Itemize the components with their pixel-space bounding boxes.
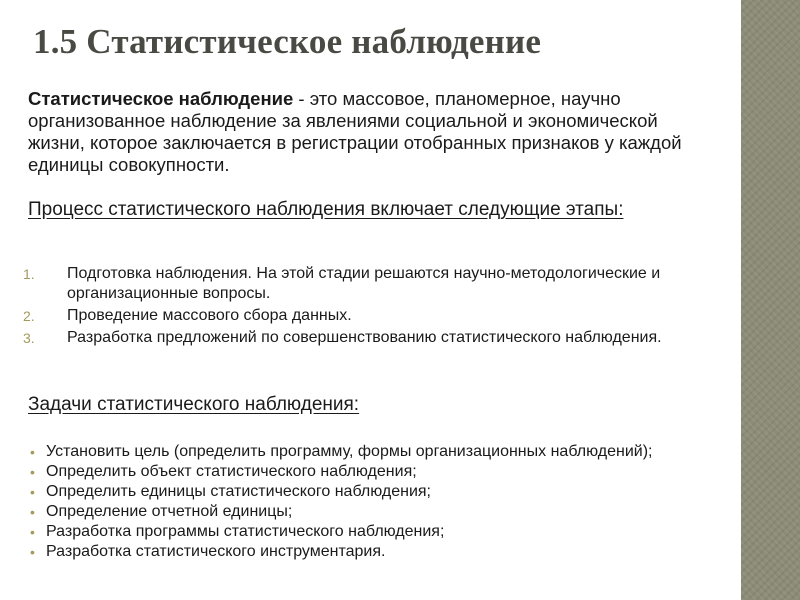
bullet-icon: • (30, 544, 35, 560)
bullet-icon: • (30, 524, 35, 540)
definition-term: Статистическое наблюдение (28, 88, 294, 109)
list-item-text: Проведение массового сбора данных. (67, 307, 352, 324)
list-item-text: Разработка программы статистического наблюдения; (46, 523, 445, 540)
bullet-icon: • (30, 484, 35, 500)
list-item (30, 542, 710, 562)
list-item (23, 264, 703, 304)
list-item (23, 328, 703, 348)
list-item (23, 306, 703, 326)
list-number: 1. (23, 266, 35, 282)
slide-title: 1.5 Статистическое наблюдение (33, 22, 542, 61)
list-item (30, 482, 710, 502)
list-number: 2. (23, 308, 35, 324)
process-stages-list (23, 264, 703, 350)
bullet-icon: • (30, 464, 35, 480)
process-heading: Процесс статистического наблюдения включает следующие этапы: (28, 199, 624, 220)
list-item-text: Определить единицы статистического наблюдения; (46, 483, 431, 500)
list-item-text: Разработка предложений по совершенствованию статистического наблюдения. (67, 329, 662, 346)
list-number: 3. (23, 330, 35, 346)
definition-text: - это массовое, планомерное, научно организованное наблюдение за явлениями социальной и экономической жизни, которое заключается в регистрации отобранных признаков у каждой единицы совокупности. (28, 88, 682, 175)
tasks-heading: Задачи статистического наблюдения: (28, 394, 360, 415)
bullet-icon: • (30, 444, 35, 460)
bullet-icon: • (30, 504, 35, 520)
list-item-text: Разработка статистического инструментария. (46, 543, 386, 560)
list-item-text: Определение отчетной единицы; (46, 503, 293, 520)
list-item (30, 522, 710, 542)
list-item-text: Определить объект статистического наблюдения; (46, 463, 417, 480)
list-item-text: Подготовка наблюдения. На этой стадии решаются научно-методологические и организационные вопросы. (67, 265, 661, 302)
decorative-sidebar (741, 0, 800, 600)
list-item (30, 442, 710, 462)
list-item (30, 462, 710, 482)
definition-paragraph (28, 88, 718, 176)
list-item-text: Установить цель (определить программу, формы организационных наблюдений); (46, 443, 653, 460)
tasks-list (30, 442, 710, 562)
list-item (30, 502, 710, 522)
